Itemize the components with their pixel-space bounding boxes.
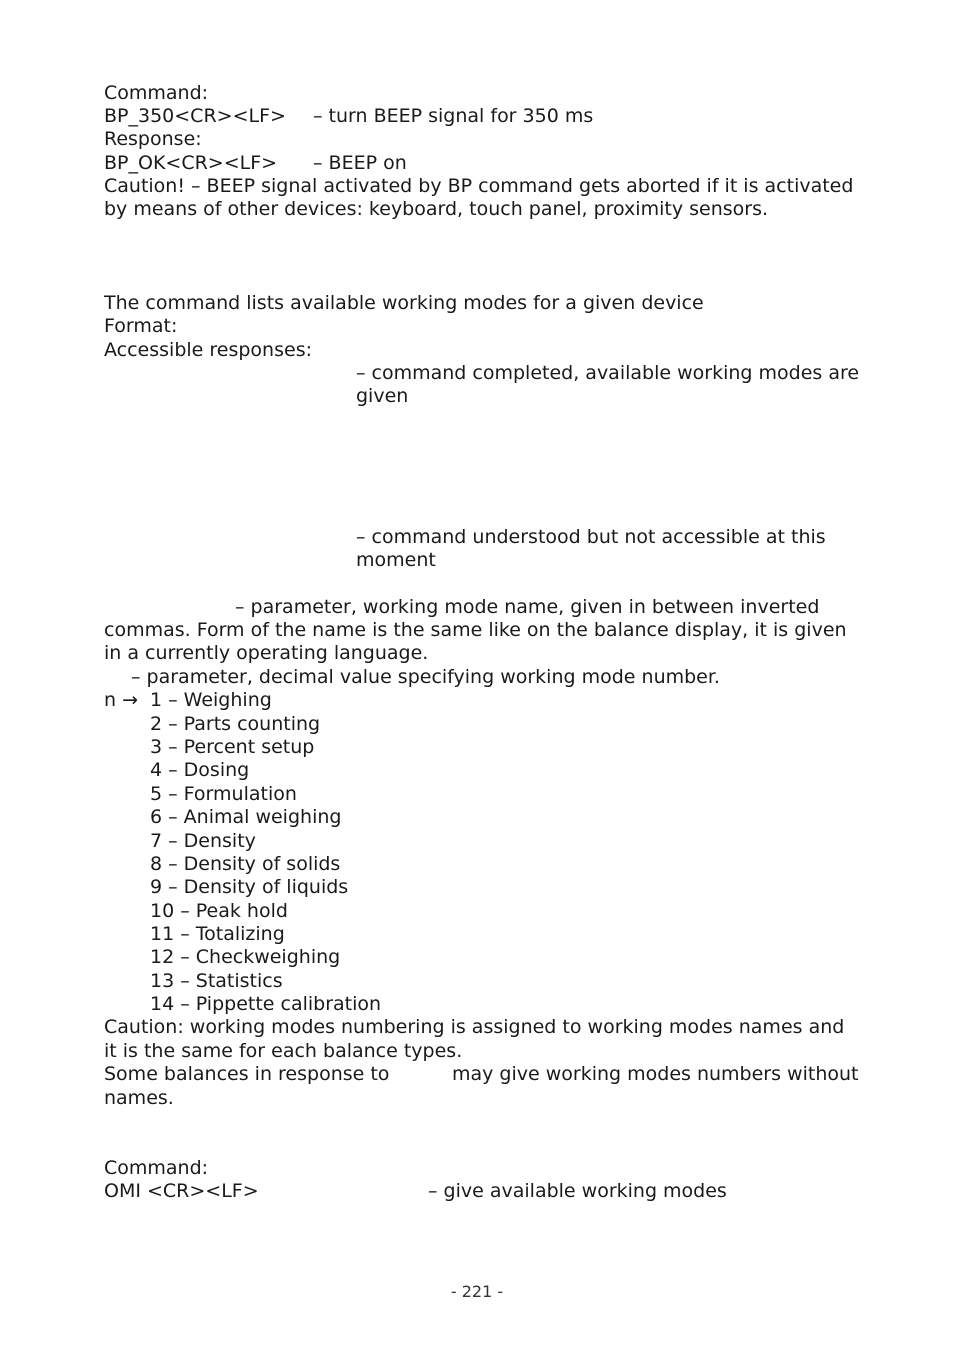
format-label: Format: bbox=[104, 315, 178, 337]
mode-item: 11 – Totalizing bbox=[150, 923, 285, 945]
mode-item: 7 – Density bbox=[150, 830, 256, 852]
response-label: Response: bbox=[104, 128, 202, 150]
omi-intro: The command lists available working modes for a given device bbox=[104, 292, 704, 314]
omi-note-part2: may give working modes numbers without bbox=[452, 1063, 859, 1085]
omi-caution-line1: Caution: working modes numbering is assigned to working modes names and bbox=[104, 1016, 845, 1038]
example-command-desc: – give available working modes bbox=[428, 1180, 727, 1202]
bp-response-desc: – BEEP on bbox=[313, 152, 407, 174]
bp-caution-line2: by means of other devices: keyboard, touch panel, proximity sensors. bbox=[104, 198, 769, 220]
bp-response: BP_OK<CR><LF> bbox=[104, 152, 278, 174]
mode-item: 4 – Dosing bbox=[150, 759, 250, 781]
response1-line1: – command completed, available working modes are bbox=[356, 362, 860, 384]
responses-label: Accessible responses: bbox=[104, 339, 312, 361]
mode-item: 10 – Peak hold bbox=[150, 900, 288, 922]
response2-line1: – command understood but not accessible at this bbox=[356, 526, 826, 548]
command-label: Command: bbox=[104, 82, 209, 104]
mode-item: 1 – Weighing bbox=[150, 689, 272, 711]
mode-item: 2 – Parts counting bbox=[150, 713, 321, 735]
mode-item: 8 – Density of solids bbox=[150, 853, 341, 875]
param-number: – parameter, decimal value specifying working mode number. bbox=[131, 666, 720, 688]
mode-item: 5 – Formulation bbox=[150, 783, 297, 805]
mode-item: 12 – Checkweighing bbox=[150, 946, 341, 968]
omi-caution-line2: it is the same for each balance types. bbox=[104, 1040, 463, 1062]
bp-caution-line1: Caution! – BEEP signal activated by BP command gets aborted if it is activated bbox=[104, 175, 854, 197]
response2-line2: moment bbox=[356, 549, 436, 571]
mode-item: 6 – Animal weighing bbox=[150, 806, 342, 828]
mode-item: 3 – Percent setup bbox=[150, 736, 315, 758]
mode-item: 13 – Statistics bbox=[150, 970, 283, 992]
param-name-line3: in a currently operating language. bbox=[104, 642, 429, 664]
param-name-line1: – parameter, working mode name, given in between inverted bbox=[235, 596, 820, 618]
bp-command-desc: – turn BEEP signal for 350 ms bbox=[313, 105, 594, 127]
param-name-line2: commas. Form of the name is the same like on the balance display, it is given bbox=[104, 619, 847, 641]
example-command-label: Command: bbox=[104, 1157, 209, 1179]
bp-command: BP_350<CR><LF> bbox=[104, 105, 286, 127]
mode-item: 9 – Density of liquids bbox=[150, 876, 349, 898]
modes-prefix: n → bbox=[104, 689, 139, 711]
mode-item: 14 – Pippette calibration bbox=[150, 993, 382, 1015]
omi-note-line2: names. bbox=[104, 1087, 174, 1109]
response1-line2: given bbox=[356, 385, 409, 407]
page-number: - 221 - bbox=[450, 1282, 504, 1301]
omi-note-part1: Some balances in response to bbox=[104, 1063, 390, 1085]
example-command: OMI <CR><LF> bbox=[104, 1180, 259, 1202]
